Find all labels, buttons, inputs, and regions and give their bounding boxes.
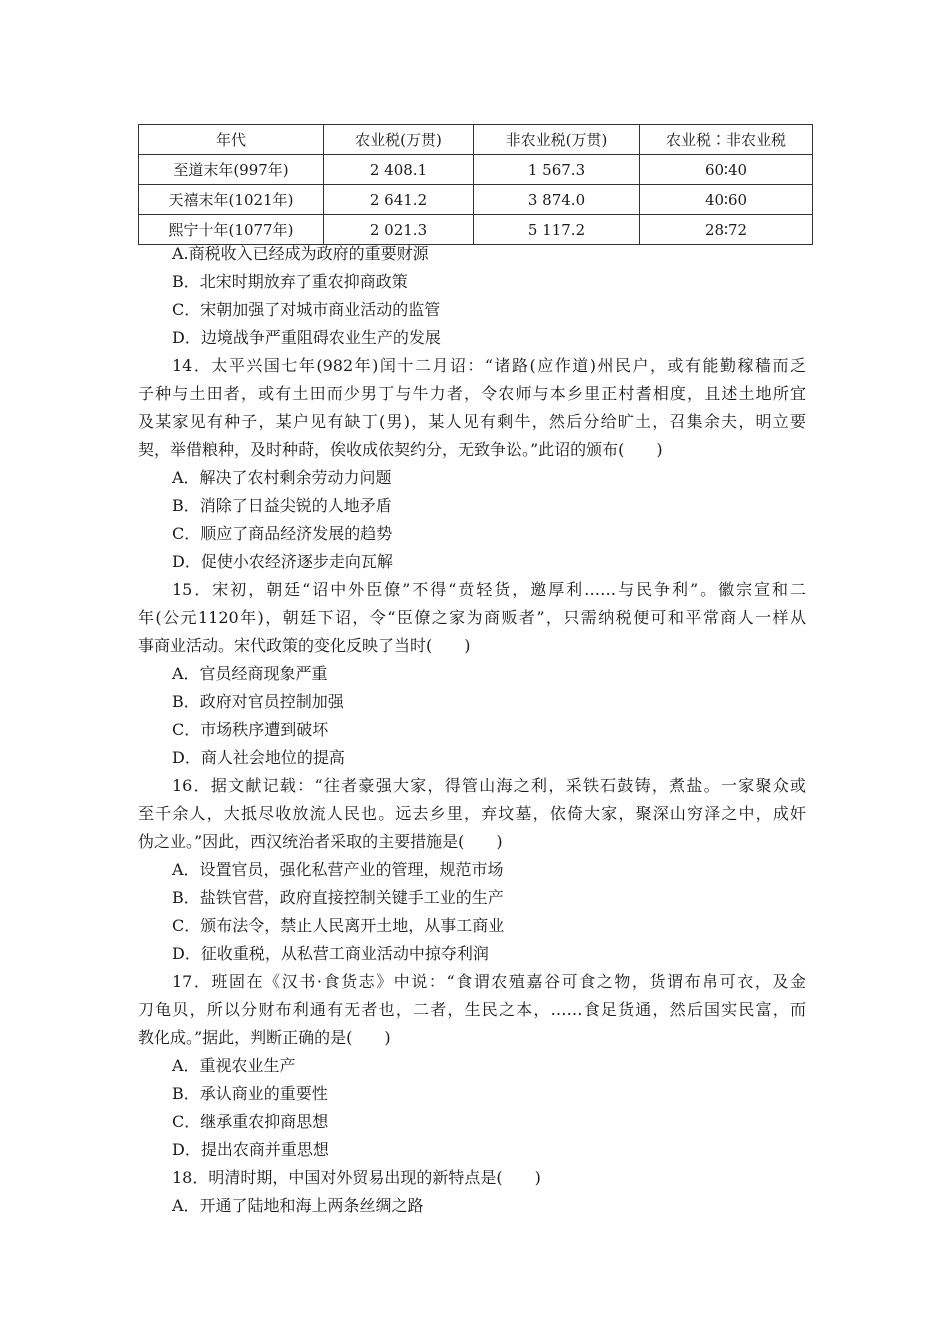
table-header-cell: 农业税(万贯) xyxy=(324,125,474,155)
table-cell: 熙宁十年(1077年) xyxy=(139,215,324,245)
table-cell: 28∶72 xyxy=(640,215,813,245)
table-cell: 天禧末年(1021年) xyxy=(139,185,324,215)
tax-table xyxy=(138,124,813,245)
q14-option-b: B．消除了日益尖锐的人地矛盾 xyxy=(172,496,392,515)
q16-stem-line: 至千余人，大抵尽收放流人民也。远去乡里，弃坟墓，依倚大家，聚深山穷泽之中，成奸 xyxy=(138,804,806,823)
table-cell: 至道末年(997年) xyxy=(139,155,324,185)
q16-option-a: A．设置官员，强化私营产业的管理，规范市场 xyxy=(172,860,504,879)
table-cell: 60∶40 xyxy=(640,155,813,185)
q14-option-c: C．顺应了商品经济发展的趋势 xyxy=(172,524,393,543)
q14-option-a: A．解决了农村剩余劳动力问题 xyxy=(172,468,392,487)
table-header-cell: 农业税∶非农业税 xyxy=(640,125,813,155)
q15-stem-line: 年(公元1120年)，朝廷下诏，令“臣僚之家为商贩者”，只需纳税便可和平常商人一样从 xyxy=(138,608,806,627)
q16-option-b: B．盐铁官营，政府直接控制关键手工业的生产 xyxy=(172,888,504,907)
q14-option-d: D．促使小农经济逐步走向瓦解 xyxy=(172,552,393,571)
q13-option-c: C．宋朝加强了对城市商业活动的监管 xyxy=(172,300,441,319)
table-header-cell: 非农业税(万贯) xyxy=(474,125,640,155)
table-cell: 2 021.3 xyxy=(324,215,474,245)
table-cell: 5 117.2 xyxy=(474,215,640,245)
table-header-row xyxy=(139,125,813,155)
q15-stem-line: 15．宋初，朝廷“诏中外臣僚”不得“贲轻货，邀厚利……与民争利”。徽宗宣和二 xyxy=(172,580,806,599)
q13-option-b: B．北宋时期放弃了重农抑商政策 xyxy=(172,272,408,291)
q16-option-d: D．征收重税，从私营工商业活动中掠夺利润 xyxy=(172,944,489,963)
q17-option-d: D．提出农商并重思想 xyxy=(172,1140,329,1159)
q15-option-d: D．商人社会地位的提高 xyxy=(172,748,345,767)
q17-option-a: A．重视农业生产 xyxy=(172,1056,296,1075)
q17-stem-line: 17．班固在《汉书·食货志》中说：“食谓农殖嘉谷可食之物，货谓布帛可衣，及金 xyxy=(172,972,806,991)
q14-stem-line: 14．太平兴国七年(982年)闰十二月诏：“诸路(应作道)州民户，或有能勤稼穑而乏 xyxy=(172,356,806,375)
q18-stem-line: 18．明清时期，中国对外贸易出现的新特点是( ) xyxy=(172,1168,541,1187)
table-cell: 2 408.1 xyxy=(324,155,474,185)
q14-stem-line: 契，举借粮种，及时种莳，俟收成依契约分，无致争讼。”此诏的颁布( ) xyxy=(138,440,663,459)
table-row xyxy=(139,185,813,215)
q17-option-b: B．承认商业的重要性 xyxy=(172,1084,328,1103)
table-cell: 3 874.0 xyxy=(474,185,640,215)
table-row xyxy=(139,155,813,185)
q15-option-a: A．官员经商现象严重 xyxy=(172,664,328,683)
q17-stem-line: 刀龟贝，所以分财布利通有无者也，二者，生民之本，……食足货通，然后国实民富，而 xyxy=(138,1000,806,1019)
q14-stem-line: 子种与土田者，或有土田而少男丁与牛力者，令农师与本乡里正村耆相度，且述土地所宜 xyxy=(138,384,806,403)
table-cell: 40∶60 xyxy=(640,185,813,215)
table-cell: 2 641.2 xyxy=(324,185,474,215)
q16-stem-line: 16．据文献记载：“往者豪强大家，得管山海之利，采铁石鼓铸，煮盐。一家聚众或 xyxy=(172,776,806,795)
q17-option-c: C．继承重农抑商思想 xyxy=(172,1112,329,1131)
q18-option-a: A．开通了陆地和海上两条丝绸之路 xyxy=(172,1196,424,1215)
q17-stem-line: 教化成。”据此，判断正确的是( ) xyxy=(138,1028,391,1047)
table-cell: 1 567.3 xyxy=(474,155,640,185)
q16-option-c: C．颁布法令，禁止人民离开土地，从事工商业 xyxy=(172,916,505,935)
q13-option-a: A.商税收入已经成为政府的重要财源 xyxy=(172,244,429,263)
q13-option-d: D．边境战争严重阻碍农业生产的发展 xyxy=(172,328,441,347)
q15-option-c: C．市场秩序遭到破坏 xyxy=(172,720,329,739)
q14-stem-line: 及某家见有种子，某户见有缺丁(男)，某人见有剩牛，然后分给旷土，召集余夫，明立要 xyxy=(138,412,806,431)
q16-stem-line: 伪之业。”因此，西汉统治者采取的主要措施是( ) xyxy=(138,832,503,851)
table-header-cell: 年代 xyxy=(139,125,324,155)
q15-option-b: B．政府对官员控制加强 xyxy=(172,692,344,711)
q15-stem-line: 事商业活动。宋代政策的变化反映了当时( ) xyxy=(138,636,471,655)
